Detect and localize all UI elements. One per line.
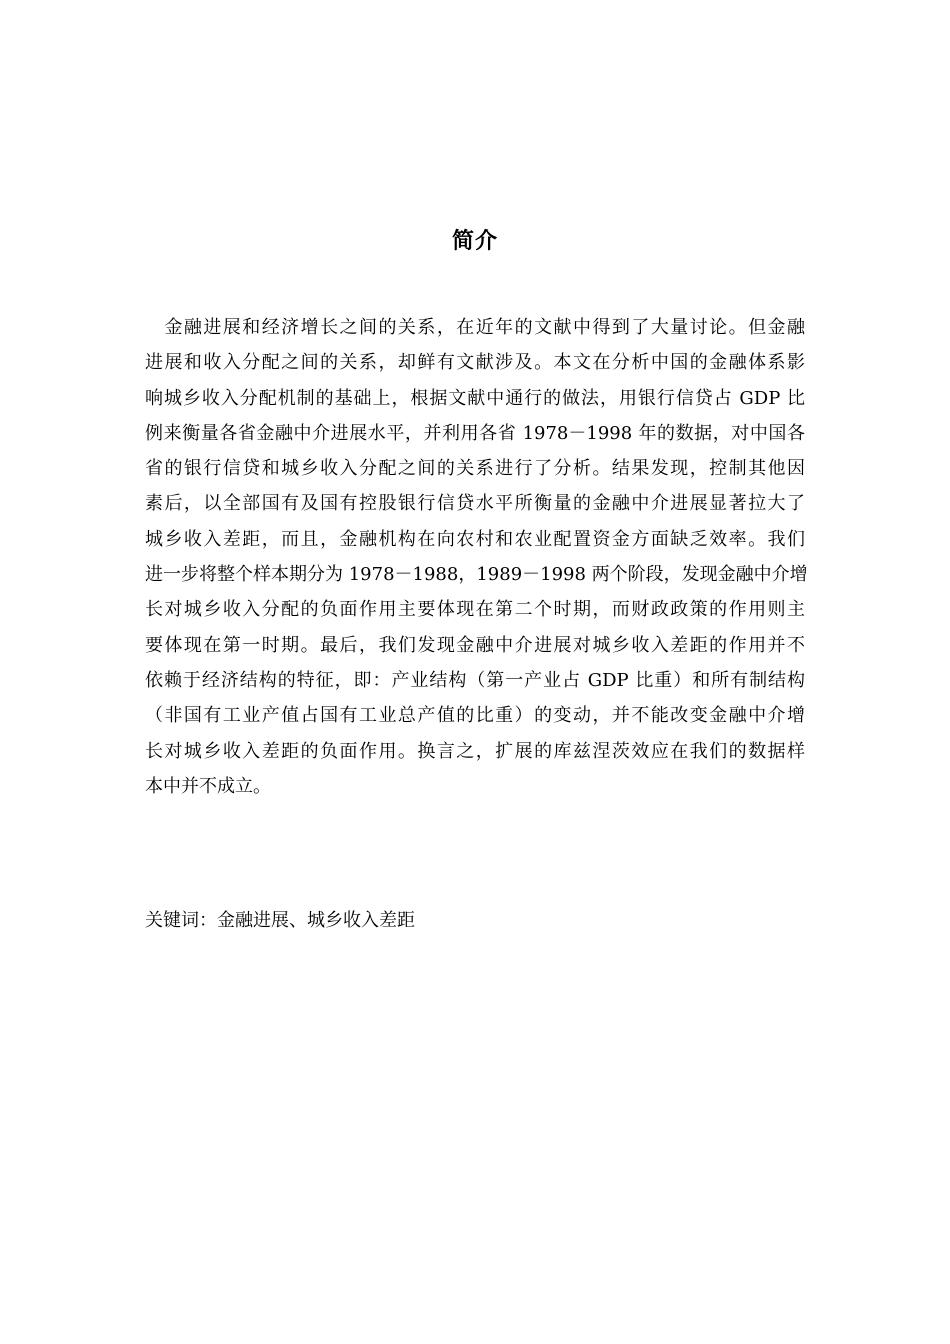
abstract-line: 省的银行信贷和城乡收入分配之间的关系进行了分析。结果发现，控制其他因 [145,458,805,480]
abstract-line: 进展和收入分配之间的关系，却鲜有文献涉及。本文在分析中国的金融体系影 [145,352,805,374]
abstract-line: 响城乡收入分配机制的基础上，根据文献中通行的做法，用银行信贷占 GDP 比 [145,387,805,409]
abstract-line: 本中并不成立。 [145,775,271,797]
abstract-line: （非国有工业产值占国有工业总产值的比重）的变动，并不能改变金融中介增 [145,705,805,727]
abstract-line: 城乡收入差距，而且，金融机构在向农村和农业配置资金方面缺乏效率。我们 [145,528,805,550]
abstract-line: 进一步将整个样本期分为 1978－1988，1989－1998 两个阶段，发现金融中介增 [145,564,808,586]
abstract-line: 要体现在第一时期。最后，我们发现金融中介进展对城乡收入差距的作用并不 [145,634,805,656]
abstract-line: 长对城乡收入差距的负面作用。换言之，扩展的库兹涅茨效应在我们的数据样 [145,740,805,762]
keywords-line: 关键词：金融进展、城乡收入差距 [145,910,415,931]
abstract-line: 金融进展和经济增长之间的关系，在近年的文献中得到了大量讨论。但金融 [145,317,805,338]
abstract-line: 例来衡量各省金融中介进展水平，并利用各省 1978－1998 年的数据，对中国各 [145,422,805,444]
abstract-line: 依赖于经济结构的特征，即：产业结构（第一产业占 GDP 比重）和所有制结构 [145,669,805,691]
abstract-line: 长对城乡收入分配的负面作用主要体现在第二个时期，而财政政策的作用则主 [145,599,805,621]
abstract-line: 素后，以全部国有及国有控股银行信贷水平所衡量的金融中介进展显著拉大了 [145,493,805,515]
abstract-paragraph [145,310,808,804]
page-title: 简介 [451,229,498,254]
